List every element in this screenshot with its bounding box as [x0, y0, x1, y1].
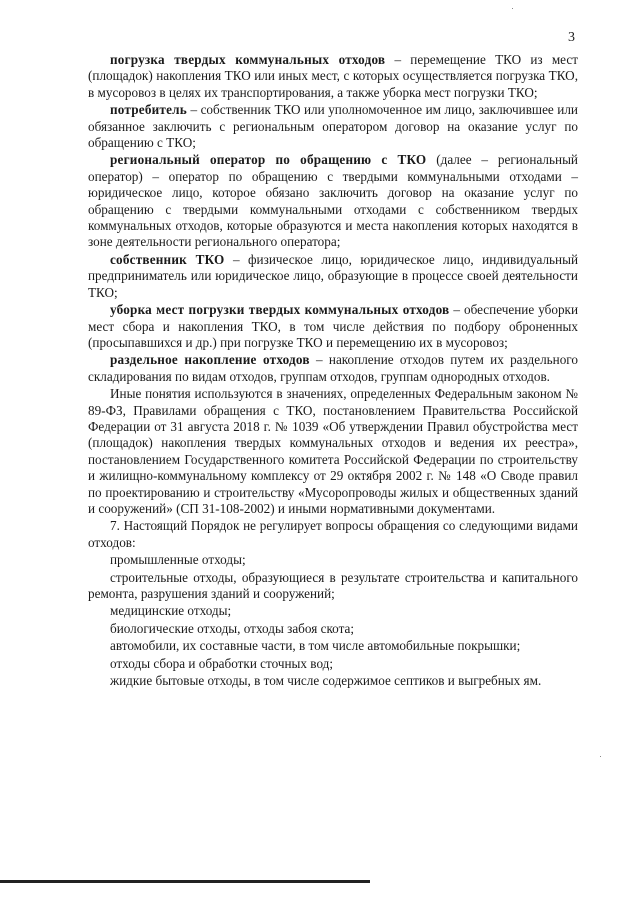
definition-text: (далее – региональный оператор) – оператор по обращению с твердыми коммунальными отходами – юридическое лицо, которое обязано заключить договор на оказание услуг по обращению с твердыми коммунальными отходами с собственником твердых коммунальных отходов, которые образуются и места накопления которых находятся в зоне деятельности регионального оператора;	[88, 152, 578, 250]
list-item: строительные отходы, образующиеся в результате строительства и капитального ремонта, разрушения зданий и сооружений;	[88, 569, 578, 601]
definition-paragraph	[88, 352, 578, 385]
section-7-paragraph: 7. Настоящий Порядок не регулирует вопросы обращения со следующими видами отходов:	[88, 518, 578, 550]
definition-paragraph	[88, 302, 578, 351]
defined-term: региональный оператор по обращению с ТКО	[110, 152, 427, 168]
scan-edge-line	[0, 880, 370, 883]
scan-artifact	[512, 8, 513, 9]
body-paragraph: Иные понятия используются в значениях, определенных Федеральным законом № 89-ФЗ, Правилами обращения с ТКО, постановлением Правительства Российской Федерации от 31 августа 2018 г. № 1039 «Об утверждении Правил обустройства мест (площадок) накопления твердых коммунальных отходов и ведения их реестра», постановлением Государственного комитета Российской Федерации по строительству и жилищно-коммунальному комплексу от 29 октября 2002 г. № 148 «О Своде правил по проектированию и строительству «Мусоропроводы жилых и общественных зданий и сооружений» (СП 31-108-2002) и иными нормативными документами.	[88, 386, 578, 516]
list-item: биологические отходы, отходы забоя скота;	[110, 620, 355, 636]
definition-text: – физическое лицо, юридическое лицо, индивидуальный предприниматель или юридическое лицо, образующие в процессе своей деятельности ТКО;	[88, 251, 579, 300]
list-item: жидкие бытовые отходы, в том числе содержимое септиков и выгребных ям.	[110, 673, 542, 689]
definition-paragraph	[88, 102, 578, 151]
definition-text: – накопление отходов путем их раздельного складирования по видам отходов, группам отходов, группам однородных отходов.	[88, 352, 578, 384]
definition-paragraph	[88, 52, 578, 101]
list-item: отходы сбора и обработки сточных вод;	[110, 655, 334, 671]
definition-text: – обеспечение уборки мест сбора и накопления ТКО, в том числе действия по подбору оброненных (просыпавшихся и др.) при погрузке ТКО и перемещению их в мусоровоз;	[88, 302, 578, 350]
definition-text: – собственник ТКО или уполномоченное им лицо, заключившее или обязанное заключить с региональным оператором договор на оказание услуг по обращению с ТКО;	[88, 102, 578, 151]
scan-artifact	[600, 756, 601, 757]
defined-term: уборка мест погрузки твердых коммунальных отходов	[110, 302, 450, 318]
defined-term: собственник ТКО	[110, 251, 225, 267]
list-item: автомобили, их составные части, в том числе автомобильные покрышки;	[110, 638, 521, 654]
definition-paragraph	[88, 252, 578, 301]
defined-term: погрузка твердых коммунальных отходов	[110, 52, 386, 67]
defined-term: раздельное накопление отходов	[110, 352, 310, 368]
definition-text: – перемещение ТКО из мест (площадок) накопления ТКО или иных мест, с которых осуществляется погрузка ТКО, в мусоровоз в целях их транспортирования, а также уборка мест погрузки ТКО;	[88, 52, 578, 100]
list-item: промышленные отходы;	[110, 552, 246, 568]
defined-term: потребитель	[110, 102, 187, 118]
definition-paragraph	[88, 152, 578, 250]
list-item: медицинские отходы;	[110, 603, 232, 619]
document-body	[88, 51, 578, 689]
page-number: 3	[568, 30, 575, 45]
